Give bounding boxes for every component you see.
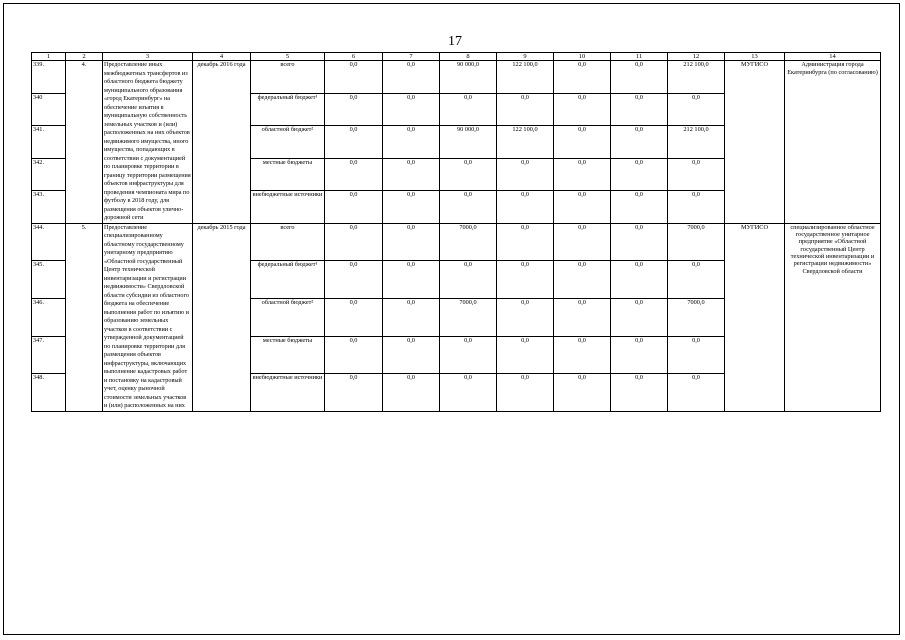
value-cell: 0,0: [668, 374, 725, 412]
header-cell: 6: [325, 53, 383, 61]
row-id: 343.: [32, 191, 66, 224]
row-id: 347.: [32, 336, 66, 374]
value-cell: 7000,0: [668, 298, 725, 336]
row-id: 346.: [32, 298, 66, 336]
funding-source: областной бюджет²: [251, 126, 325, 159]
value-cell: 0,0: [383, 93, 440, 126]
item-participant: Администрация города Екатеринбурга (по согласованию): [785, 61, 881, 224]
value-cell: 90 000,0: [440, 61, 497, 94]
funding-source: местные бюджеты: [251, 158, 325, 191]
item-executor: МУГИСО: [725, 61, 785, 224]
header-cell: 7: [383, 53, 440, 61]
value-cell: 0,0: [325, 374, 383, 412]
row-id: 345.: [32, 261, 66, 299]
table-row: [32, 223, 881, 261]
value-cell: 90 000,0: [440, 126, 497, 159]
value-cell: 0,0: [383, 223, 440, 261]
value-cell: 0,0: [497, 336, 554, 374]
item-term: декабрь 2015 года: [193, 223, 251, 411]
value-cell: 0,0: [383, 261, 440, 299]
value-cell: 0,0: [383, 298, 440, 336]
row-id: 339.: [32, 61, 66, 94]
value-cell: 0,0: [497, 158, 554, 191]
item-executor: МУГИСО: [725, 223, 785, 411]
row-id: 341.: [32, 126, 66, 159]
value-cell: 0,0: [554, 298, 611, 336]
value-cell: 7000,0: [440, 298, 497, 336]
header-cell: 8: [440, 53, 497, 61]
value-cell: 0,0: [668, 93, 725, 126]
funding-source: внебюджетные источники: [251, 191, 325, 224]
value-cell: 0,0: [554, 374, 611, 412]
value-cell: 0,0: [497, 191, 554, 224]
header-cell: 9: [497, 53, 554, 61]
funding-source: федеральный бюджет¹: [251, 93, 325, 126]
funding-source: всего: [251, 61, 325, 94]
item-number: 5.: [66, 223, 103, 411]
value-cell: 122 100,0: [497, 126, 554, 159]
page-number: 17: [448, 34, 462, 49]
value-cell: 0,0: [325, 126, 383, 159]
value-cell: 212 100,0: [668, 126, 725, 159]
value-cell: 0,0: [611, 261, 668, 299]
value-cell: 0,0: [325, 61, 383, 94]
table-row: [32, 61, 881, 94]
value-cell: 0,0: [383, 61, 440, 94]
value-cell: 0,0: [611, 126, 668, 159]
value-cell: 0,0: [325, 191, 383, 224]
funding-source: всего: [251, 223, 325, 261]
value-cell: 0,0: [554, 93, 611, 126]
value-cell: 0,0: [325, 158, 383, 191]
value-cell: 0,0: [611, 223, 668, 261]
value-cell: 0,0: [325, 298, 383, 336]
item-participant: специализированное областное государственное унитарное предприятие «Областной государственный Центр технической инвентаризации и регистрации недвижимости» Свердловской области: [785, 223, 881, 411]
value-cell: 0,0: [440, 336, 497, 374]
value-cell: 212 100,0: [668, 61, 725, 94]
row-id: 340: [32, 93, 66, 126]
header-cell: 14: [785, 53, 881, 61]
value-cell: 0,0: [497, 298, 554, 336]
value-cell: 0,0: [383, 191, 440, 224]
value-cell: 0,0: [611, 93, 668, 126]
header-cell: 13: [725, 53, 785, 61]
value-cell: 0,0: [554, 126, 611, 159]
value-cell: 0,0: [611, 374, 668, 412]
value-cell: 0,0: [554, 261, 611, 299]
funding-source: областной бюджет²: [251, 298, 325, 336]
funding-source: местные бюджеты: [251, 336, 325, 374]
header-cell: 10: [554, 53, 611, 61]
value-cell: 0,0: [440, 191, 497, 224]
value-cell: 7000,0: [668, 223, 725, 261]
value-cell: 0,0: [383, 126, 440, 159]
value-cell: 0,0: [611, 61, 668, 94]
value-cell: 0,0: [554, 61, 611, 94]
header-cell: 3: [103, 53, 193, 61]
row-id: 342.: [32, 158, 66, 191]
value-cell: 7000,0: [440, 223, 497, 261]
item-term: декабрь 2016 года: [193, 61, 251, 224]
value-cell: 0,0: [554, 191, 611, 224]
funding-source: федеральный бюджет¹: [251, 261, 325, 299]
value-cell: 0,0: [497, 93, 554, 126]
value-cell: 0,0: [497, 223, 554, 261]
header-cell: 11: [611, 53, 668, 61]
header-cell: 1: [32, 53, 66, 61]
header-cell: 2: [66, 53, 103, 61]
value-cell: 0,0: [611, 336, 668, 374]
value-cell: 0,0: [440, 374, 497, 412]
value-cell: 0,0: [611, 158, 668, 191]
program-table: [31, 52, 881, 412]
value-cell: 0,0: [611, 298, 668, 336]
value-cell: 0,0: [554, 336, 611, 374]
value-cell: 0,0: [554, 223, 611, 261]
value-cell: 122 100,0: [497, 61, 554, 94]
funding-source: внебюджетные источники: [251, 374, 325, 412]
value-cell: 0,0: [383, 158, 440, 191]
value-cell: 0,0: [325, 261, 383, 299]
value-cell: 0,0: [440, 261, 497, 299]
row-id: 348.: [32, 374, 66, 412]
value-cell: 0,0: [325, 336, 383, 374]
value-cell: 0,0: [383, 336, 440, 374]
item-description: Предоставление специализированному областному государственному унитарному предприятию «Областной государственный Центр технической инвентаризации и регистрации недвижимости» Свердловской области субсидии из областного бюджета на обеспечение выполнения работ по изъятию и образованию земельных участков в соответствии с утвержденной документацией по планировке территории для размещения объектов инфраструктуры, включающих выполнение кадастровых работ и постановку на кадастровый учет, оценку рыночной стоимости земельных участков и (или) расположенных на них: [103, 223, 193, 411]
value-cell: 0,0: [554, 158, 611, 191]
value-cell: 0,0: [497, 374, 554, 412]
header-row: [32, 53, 881, 61]
item-number: 4.: [66, 61, 103, 224]
header-cell: 12: [668, 53, 725, 61]
value-cell: 0,0: [668, 261, 725, 299]
value-cell: 0,0: [668, 191, 725, 224]
value-cell: 0,0: [611, 191, 668, 224]
header-cell: 5: [251, 53, 325, 61]
value-cell: 0,0: [440, 93, 497, 126]
value-cell: 0,0: [325, 93, 383, 126]
value-cell: 0,0: [325, 223, 383, 261]
row-id: 344.: [32, 223, 66, 261]
item-description: Предоставление иных межбюджетных трансфертов из областного бюджета бюджету муниципального образования «город Екатеринбург» на обеспечение изъятия в муниципальную собственность земельных участков и (или) расположенных на них объектов недвижимого имущества, иного имущества, попадающих в соответствии с документацией по планировке территории в границу территории размещения объектов инфраструктуры для проведения чемпионата мира по футболу в 2018 году, для размещения объектов улично-дорожной сети: [104, 61, 191, 222]
header-cell: 4: [193, 53, 251, 61]
value-cell: 0,0: [440, 158, 497, 191]
value-cell: 0,0: [497, 261, 554, 299]
value-cell: 0,0: [668, 158, 725, 191]
value-cell: 0,0: [668, 336, 725, 374]
value-cell: 0,0: [383, 374, 440, 412]
